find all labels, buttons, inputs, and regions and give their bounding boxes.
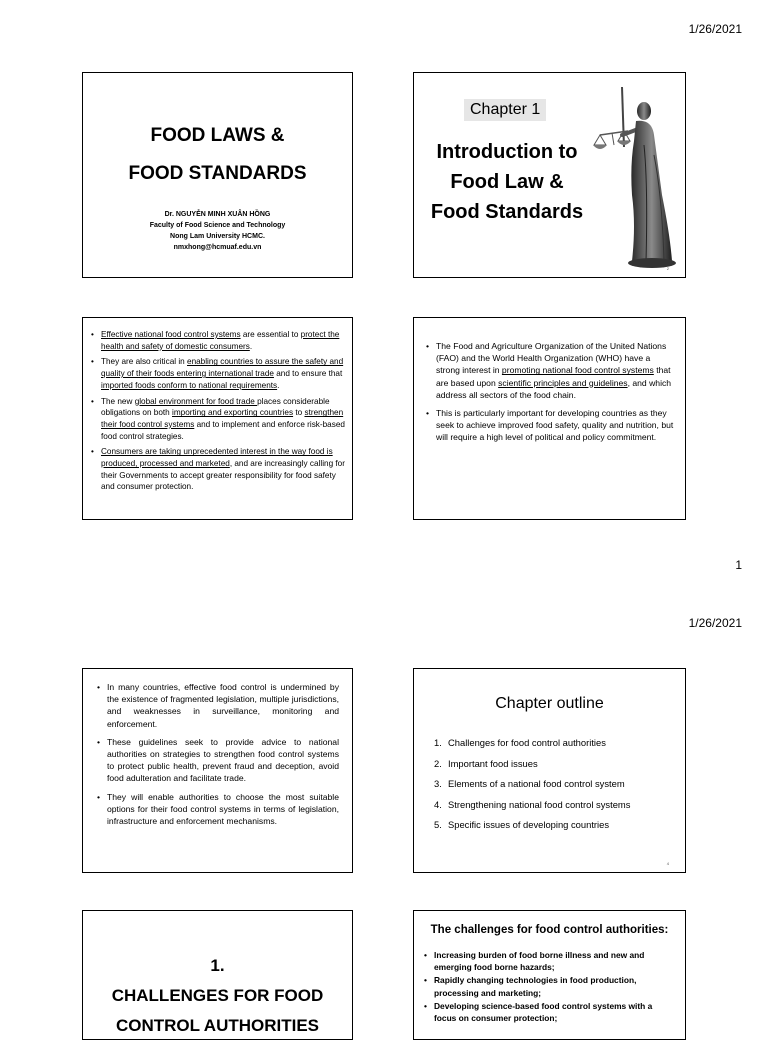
slide-challenges-list [413, 910, 686, 1040]
list-item: 3. Elements of a national food control system [434, 778, 625, 789]
slide-title: FOOD LAWS & FOOD STANDARDS [128, 125, 307, 184]
slide-guidelines [82, 668, 353, 873]
bullet-list [424, 949, 676, 1025]
list-item: • Increasing burden of food borne illness and new and emerging food borne hazards; [424, 949, 676, 973]
slide-title-food-laws [82, 72, 353, 278]
slide-chapter-outline [413, 668, 686, 873]
list-item: 4. Strengthening national food control systems [434, 798, 631, 810]
author-block: Dr. NGUYỄN MINH XUÂN HỒNG Faculty of Food Science and Technology Nong Lam University HCMC. nmxhong@hcmuaf.edu.vn [149, 211, 286, 251]
slide-food-control-importance [82, 317, 353, 520]
list-item: 1. Challenges for food control authorities [434, 737, 606, 748]
slide-number: 4 [666, 861, 669, 866]
bullet-list [91, 329, 347, 497]
lady-justice-statue-icon [592, 85, 678, 271]
list-item: • Consumers are taking unprecedented interest in the way food is produced, processed and marketed, and are increasingly calling for their Governments to accept greater responsibility for food safety and consumer protection. [91, 446, 347, 493]
list-item: • The new global environment for food trade places considerable obligations on both importing and exporting countries to strengthen their food control systems and to implement and enforce risk-based food control strategies. [91, 396, 347, 443]
list-item: • Effective national food control systems are essential to protect the health and safety of domestic consumers. [91, 329, 347, 352]
slide-section-challenges [82, 910, 353, 1040]
slide-chapter-1 [413, 72, 686, 278]
list-item: • Rapidly changing technologies in food production, processing and marketing; [424, 974, 676, 998]
page-date: 1/26/2021 [688, 22, 742, 36]
bullet-list [426, 340, 674, 450]
list-item: • They are also critical in enabling countries to assure the safety and quality of their foods entering international trade and to ensure that imported foods conform to national requirements. [91, 356, 347, 391]
list-item: • The Food and Agriculture Organization of the United Nations (FAO) and the World Health Organization (WHO) have a strong interest in promoting national food control systems that are based upon scientific principles and guidelines, and which address all sectors of the food chain. [426, 340, 674, 401]
outline-list [434, 737, 630, 840]
list-item: • These guidelines seek to provide advice to national authorities on strategies to strengthen food control systems to protect public health, prevent fraud and deception, avoid food adulteration and facilitate trade. [97, 736, 339, 785]
chapter-title: Introduction to Food Law & Food Standards [430, 141, 584, 223]
bullet-list [97, 681, 339, 833]
section-title: 1. CHALLENGES FOR FOOD CONTROL AUTHORITIES [111, 956, 324, 1035]
page-date: 1/26/2021 [688, 616, 742, 630]
slide-number: 2 [666, 266, 669, 271]
list-item: • Developing science-based food control systems with a focus on consumer protection; [424, 1000, 676, 1024]
slide-fao-who [413, 317, 686, 520]
list-item: • They will enable authorities to choose the most suitable options for their food control systems in terms of legislation, infrastructure and enforcement mechanisms. [97, 791, 339, 828]
list-item: 5. Specific issues of developing countries [434, 819, 610, 830]
slide-title: The challenges for food control authorities: [430, 924, 669, 936]
list-item: 2. Important food issues [434, 757, 538, 769]
list-item: • This is particularly important for developing countries as they seek to achieve improved food safety, quality and nutrition, but will require a high level of political and policy commitment. [426, 407, 674, 444]
page-number: 1 [735, 558, 742, 572]
outline-title: Chapter outline [495, 695, 604, 712]
list-item: • In many countries, effective food control is undermined by the existence of fragmented legislation, multiple jurisdictions, and weaknesses in surveillance, monitoring and enforcement. [97, 681, 339, 730]
chapter-label: Chapter 1 [464, 99, 546, 121]
